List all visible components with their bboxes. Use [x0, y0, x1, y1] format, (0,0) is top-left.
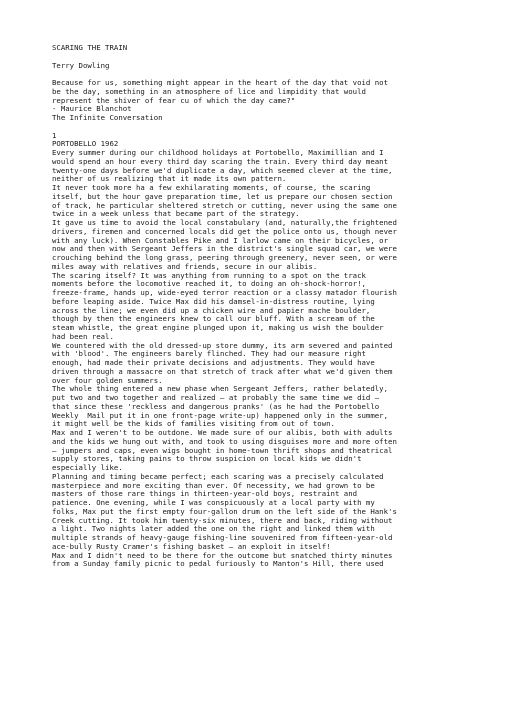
body-line: — jumpers and caps, even wigs bought in home-town thrift shops and theatrical: [52, 445, 393, 455]
body-line: twenty-one days before we'd duplicate a day, which seemed clever at the time,: [52, 165, 393, 175]
body-line: put two and two together and realized — at probably the same time we did —: [52, 393, 380, 402]
body-line: enough, had made their private decisions and adjustments. They would have: [52, 358, 375, 367]
body-line: miles away with relatives and friends, secure in our alibis.: [52, 261, 318, 271]
body-line: multiple strands of heavy-gauge fishing-line souvenired from fifteen-year-old: [52, 533, 393, 542]
body-line: The whole thing entered a new phase when Sergeant Jeffers, rather belatedly,: [52, 384, 389, 394]
body-line: with any luck). When Constables Pike and I larlow came on their bicycles, or: [52, 235, 389, 245]
body-line: over four golden summers.: [52, 375, 163, 385]
body-line: patience. One evening, while I was conspicuously at a local party with my: [52, 498, 375, 507]
body-line: Planning and timing became perfect; each scaring was a precisely calculated: [52, 471, 384, 481]
body-line: Max and I didn't need to be there for the outcome but snatched thirty minutes: [52, 550, 393, 560]
body-line: driven through a massacre on that stretch of track after what we'd given them: [52, 366, 393, 376]
body-line: It never took more ha a few exhilarating moments, of course, the scaring: [52, 183, 371, 192]
epigraph: [52, 79, 492, 123]
body-line: from a Sunday family picnic to pedal furiously to Manton's Hill, there used: [52, 559, 384, 569]
spacer: [52, 53, 492, 62]
body-line: We countered with the old dressed-up store dummy, its arm severed and painted: [52, 340, 393, 350]
body-line: masters of those rare things in thirteen-year-old boys, restraint and: [52, 489, 358, 499]
body-line: It gave us time to avoid the local constabulary (and, naturally,the frightened: [52, 218, 397, 227]
story-title: SCARING THE TRAIN: [52, 43, 128, 52]
body-line: would spend an hour every third day scaring the train. Every third day meant: [52, 156, 389, 166]
body-line: crouching behind the long grass, peering through greenery, never seen, or were: [52, 253, 397, 262]
body-line: though by then the engineers knew to call our bluff. With a scream of the: [52, 314, 375, 324]
spacer: [52, 123, 492, 132]
body-line: moments before the locomotive reached it, to doing an oh-shock-horror!,: [52, 279, 366, 289]
epigraph-line: represent the shiver of fear cu of which the day came?": [52, 95, 296, 105]
body-line: drivers, firemen and concerned locals did get the police onto us, though never: [52, 226, 397, 236]
body-line: Every summer during our childhood holidays at Portobello, Maximillian and I: [52, 148, 384, 157]
body-line: that since these 'reckless and dangerous pranks' (as he had the Portobello: [52, 401, 380, 411]
body-line: itself, but the hour gave preparation time, let us prepare our chosen section: [52, 191, 393, 201]
body-line: Max and I weren't to be outdone. We made sure of our alibis, both with adults: [52, 428, 393, 437]
body-line: before leaping aside. Twice Max did his damsel-in-distress routine, lying: [52, 296, 375, 306]
author-name: Terry Dowling: [52, 60, 110, 70]
body-line: The scaring itself? It was anything from running to a spot on the track: [52, 270, 366, 280]
body-line: supply stores, taking pains to throw suspicion on local kids we didn't: [52, 454, 362, 464]
epigraph-line: Because for us, something might appear in the heart of the day that void not: [52, 78, 389, 87]
body-line: neither of us realizing that it made its own pattern.: [52, 174, 287, 184]
body-line: steam whistle, the great engine plunged upon it, making us wish the boulder: [52, 323, 384, 332]
body-line: across the line; we even did up a chicken wire and papier mache boulder,: [52, 305, 371, 315]
body-line: it might well be the kids of families visiting from out of town.: [52, 419, 335, 429]
body-line: with 'blood'. The engineers barely flinched. They had our measure right: [52, 349, 366, 359]
body-line: masterpiece and more exciting than ever. Of necessity, we had grown to be: [52, 480, 375, 490]
body-line: now and then with Sergeant Jeffers in the district's single squad car, we were: [52, 244, 397, 254]
body-line: twice in a week unless that became part of the strategy.: [52, 209, 300, 219]
body-line: especially like.: [52, 463, 123, 472]
body-line: a light. Two nights later added the one on the right and linked them with: [52, 524, 375, 534]
epigraph-attribution: - Maurice Blanchot: [52, 104, 132, 114]
epigraph-line: be the day, something in an atmosphere of lice and limpidity that would: [52, 86, 366, 96]
body-line: of track, he particular sheltered stretch or cutting, never using the same one: [52, 200, 397, 210]
body-line: Weekly Mail put it in one front-page write-up) happened only in the summer,: [52, 410, 389, 420]
body-line: freeze-frame, hands up, wide-eyed terror reaction or a classy matador flourish: [52, 288, 397, 297]
body-line: had been real.: [52, 331, 114, 341]
body-line: and the kids we hung out with, and took to using disguises more and more often: [52, 436, 397, 446]
body-line: folks, Max put the first empty four-gallon drum on the left side of the Hank's: [52, 506, 397, 516]
body-line: Creek cutting. It took him twenty-six minutes, there and back, riding without: [52, 515, 393, 525]
section-number: 1: [52, 130, 57, 140]
section-heading: PORTOBELLO 1962: [52, 139, 119, 149]
body-text: [52, 149, 492, 569]
body-line: ace-bully Rusty Cramer's fishing basket — an exploit in itself!: [52, 541, 331, 551]
epigraph-source: The Infinite Conversation: [52, 113, 163, 122]
